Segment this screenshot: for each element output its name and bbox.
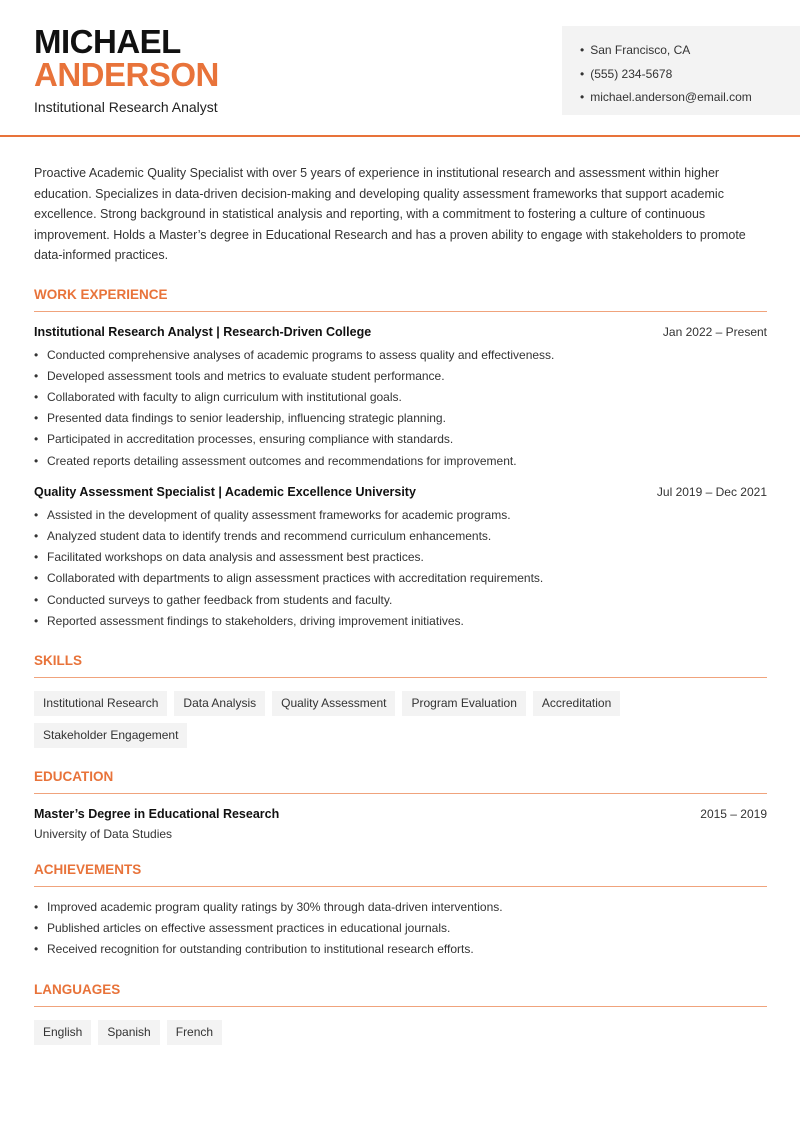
languages-list — [34, 1020, 767, 1045]
bullet-item: • Conducted surveys to gather feedback from students and faculty. — [34, 590, 767, 611]
education-dates: 2015 – 2019 — [700, 806, 767, 821]
skill-tag: Quality Assessment — [272, 691, 395, 716]
skill-tag: Institutional Research — [34, 691, 167, 716]
contact-location: • San Francisco, CA — [580, 39, 800, 63]
language-tag: Spanish — [98, 1020, 159, 1045]
degree: Master’s Degree in Educational Research — [34, 806, 280, 821]
first-name: MICHAEL — [34, 23, 181, 60]
job-dates: Jan 2022 – Present — [662, 324, 767, 339]
job-bullets — [34, 345, 767, 472]
education-entry — [34, 807, 767, 821]
contact-email[interactable]: • michael.anderson@email.com — [580, 86, 800, 110]
last-name: ANDERSON — [34, 56, 219, 93]
job-role: Quality Assessment Specialist | Academic Excellence University — [34, 484, 416, 499]
bullet-item: • Collaborated with faculty to align curriculum with institutional goals. — [34, 387, 767, 408]
bullet-item: • Assisted in the development of quality assessment frameworks for academic programs. — [34, 505, 767, 526]
bullet-item: • Presented data findings to senior leadership, influencing strategic planning. — [34, 408, 767, 429]
job-role: Institutional Research Analyst | Research-Driven College — [34, 324, 372, 339]
bullet-item: • Developed assessment tools and metrics to evaluate student performance. — [34, 366, 767, 387]
bullet-item: • Analyzed student data to identify trends and recommend curriculum enhancements. — [34, 526, 767, 547]
bullet-item: • Conducted comprehensive analyses of academic programs to assess quality and effectiveness. — [34, 345, 767, 366]
bullet-item: • Reported assessment findings to stakeholders, driving improvement initiatives. — [34, 611, 767, 632]
section-heading-achievements: ACHIEVEMENTS — [34, 862, 767, 887]
contact-phone: • (555) 234-5678 — [580, 63, 800, 87]
section-heading-skills: SKILLS — [34, 653, 767, 678]
work-experience — [34, 325, 767, 632]
section-heading-languages: LANGUAGES — [34, 982, 767, 1007]
achievements-list — [34, 897, 767, 961]
job-title: Institutional Research Analyst — [34, 99, 218, 115]
job-bullets — [34, 505, 767, 632]
skill-tag: Data Analysis — [174, 691, 265, 716]
resume-header — [0, 0, 800, 137]
job-header — [34, 485, 767, 499]
bullet-item: • Collaborated with departments to align assessment practices with accreditation requirements. — [34, 568, 767, 589]
achievement-item: • Received recognition for outstanding contribution to institutional research efforts. — [34, 939, 767, 960]
bullet-item: • Facilitated workshops on data analysis and assessment best practices. — [34, 547, 767, 568]
resume-body — [34, 163, 767, 1045]
bullet-item: • Created reports detailing assessment outcomes and recommendations for improvement. — [34, 451, 767, 472]
skill-tag: Program Evaluation — [402, 691, 525, 716]
contact-box — [562, 26, 800, 115]
achievement-item: • Published articles on effective assessment practices in educational journals. — [34, 918, 767, 939]
skills-list — [34, 691, 767, 748]
bullet-item: • Participated in accreditation processes, ensuring compliance with standards. — [34, 429, 767, 450]
section-heading-work: WORK EXPERIENCE — [34, 287, 767, 312]
language-tag: French — [167, 1020, 222, 1045]
skill-tag: Stakeholder Engagement — [34, 723, 187, 748]
job-header — [34, 325, 767, 339]
school: University of Data Studies — [34, 826, 173, 841]
achievement-item: • Improved academic program quality ratings by 30% through data-driven interventions. — [34, 897, 767, 918]
skill-tag: Accreditation — [533, 691, 620, 716]
job-dates: Jul 2019 – Dec 2021 — [656, 484, 767, 499]
language-tag: English — [34, 1020, 91, 1045]
summary: Proactive Academic Quality Specialist with over 5 years of experience in institutional research and assessment within higher education. Specializes in data-driven decision-making and developing quality assessment frameworks that support academic excellence. Strong background in statistical analysis and reporting, with a commitment to fostering a culture of continuous improvement. Holds a Master’s degree in Educational Research and has a proven ability to engage with stakeholders to promote data-informed practices. — [34, 166, 746, 262]
section-heading-education: EDUCATION — [34, 769, 767, 794]
